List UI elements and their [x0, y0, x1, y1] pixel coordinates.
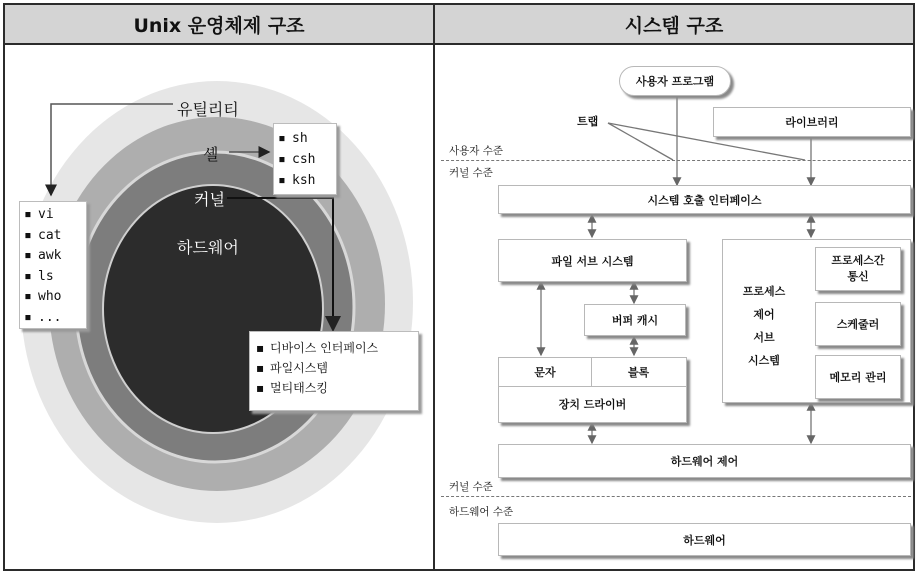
- utility-label: 유틸리티: [177, 100, 239, 119]
- device-driver-label: 장치 드라이버: [558, 398, 627, 411]
- user-kernel-divider: [441, 160, 911, 161]
- scheduler-box: 스케줄러: [815, 302, 901, 346]
- block-device-cell: 블록: [591, 358, 686, 387]
- shell-program-list: [273, 123, 337, 195]
- list-item: ▪ vi: [24, 205, 82, 226]
- trap-label: 트랩: [577, 115, 599, 128]
- list-item: ▪ sh: [278, 128, 332, 149]
- left-panel-title: Unix 운영체제 구조: [5, 5, 433, 45]
- list-item: ▪ awk: [24, 246, 82, 267]
- right-panel-title: 시스템 구조: [435, 5, 913, 45]
- list-item: ▪ 멀티태스킹: [256, 378, 412, 398]
- kernel-level-bottom-label: 커널 수준: [449, 481, 493, 493]
- list-item: ▪ ksh: [278, 170, 332, 191]
- user-level-label: 사용자 수준: [449, 145, 504, 157]
- hardware-control-box: 하드웨어 제어: [498, 444, 911, 478]
- char-device-cell: 문자: [499, 358, 592, 387]
- memory-management-box: 메모리 관리: [815, 355, 901, 399]
- library-box: 라이브러리: [713, 107, 911, 137]
- list-item: ▪ cat: [24, 226, 82, 247]
- trap-line: [608, 123, 673, 160]
- shell-label: 셸: [203, 145, 219, 164]
- kernel-label: 커널: [194, 190, 225, 209]
- buffer-cache-box: 버퍼 캐시: [584, 304, 686, 336]
- list-item: ▪ csh: [278, 149, 332, 170]
- file-subsystem-box: 파일 서브 시스템: [498, 239, 687, 282]
- hardware-level-label: 하드웨어 수준: [449, 506, 514, 518]
- kernel-function-list: [249, 331, 419, 411]
- list-item: ▪ 디바이스 인터페이스: [256, 338, 412, 358]
- list-item: ▪ who: [24, 287, 82, 308]
- syscall-interface-box: 시스템 호출 인터페이스: [498, 185, 911, 214]
- utility-command-list: [19, 201, 87, 329]
- hardware-label: 하드웨어: [177, 238, 239, 257]
- list-item: ▪ ls: [24, 267, 82, 288]
- list-item: ▪ 파일시스템: [256, 358, 412, 378]
- process-control-label: 프로세스 제어 서브 시스템: [742, 285, 786, 367]
- hardware-box: 하드웨어: [498, 523, 911, 556]
- diagram-frame: [3, 3, 915, 571]
- device-driver-group: [498, 357, 687, 423]
- kernel-hardware-divider: [441, 496, 911, 497]
- ipc-box: 프로세스간 통신: [815, 247, 901, 291]
- user-program-box: 사용자 프로그램: [619, 66, 731, 96]
- kernel-level-top-label: 커널 수준: [449, 167, 493, 179]
- list-item: ▪ ...: [24, 308, 82, 329]
- panel-divider: [433, 5, 435, 569]
